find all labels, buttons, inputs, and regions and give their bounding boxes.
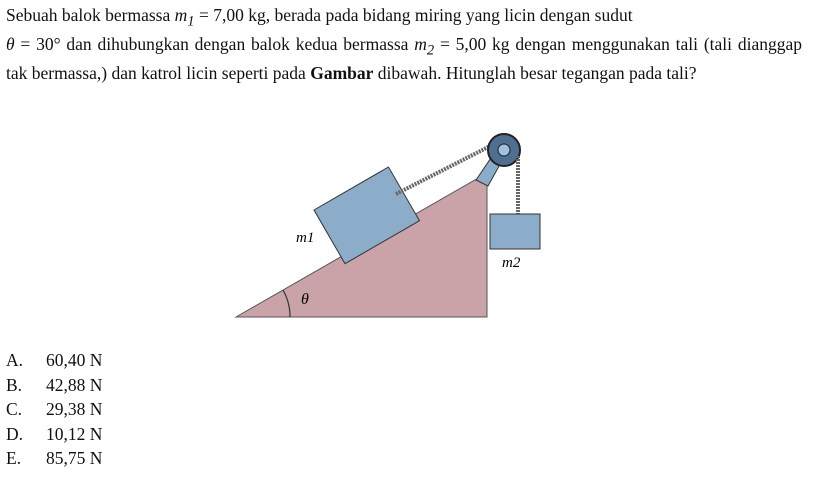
option-a[interactable]: A. 60,40 N <box>6 350 103 370</box>
m2-value: = 5,00 kg <box>434 34 510 54</box>
block-m2 <box>490 214 540 249</box>
option-c[interactable]: C. 29,38 N <box>6 399 103 419</box>
option-b[interactable]: B. 42,88 N <box>6 374 103 395</box>
option-e[interactable]: E. 85,75 N <box>6 448 103 468</box>
question-part3: dengan menggunakan tali (tali dianggap tak bermassa,) dan katrol licin seperti pada <box>6 34 802 83</box>
label-theta: θ <box>301 291 309 308</box>
question-part4: dibawah. Hitunglah besar tegangan pada tali? <box>373 63 697 83</box>
question-paragraph <box>6 4 802 85</box>
pulley-hub <box>498 144 510 156</box>
label-m1: m1 <box>296 230 315 246</box>
question-part2: dan dihubungkan dengan balok kedua bermassa <box>60 34 415 54</box>
question-text <box>6 4 802 85</box>
theta-value: = 30° <box>14 34 61 54</box>
m2-symbol: $m_2$ <box>414 34 435 59</box>
m1-value: = 7,00 kg, berada pada bidang miring yang licin dengan sudut <box>194 5 633 25</box>
incline-diagram <box>230 126 560 322</box>
question-part1: Sebuah balok bermassa <box>6 5 175 25</box>
gambar-label: Gambar <box>310 63 374 83</box>
label-m2: m2 <box>502 255 521 271</box>
option-d[interactable]: D. 10,12 N <box>6 423 103 444</box>
m1-symbol: $m_1$ <box>174 5 195 30</box>
answer-options <box>6 348 102 471</box>
theta-symbol: θ <box>6 34 15 54</box>
